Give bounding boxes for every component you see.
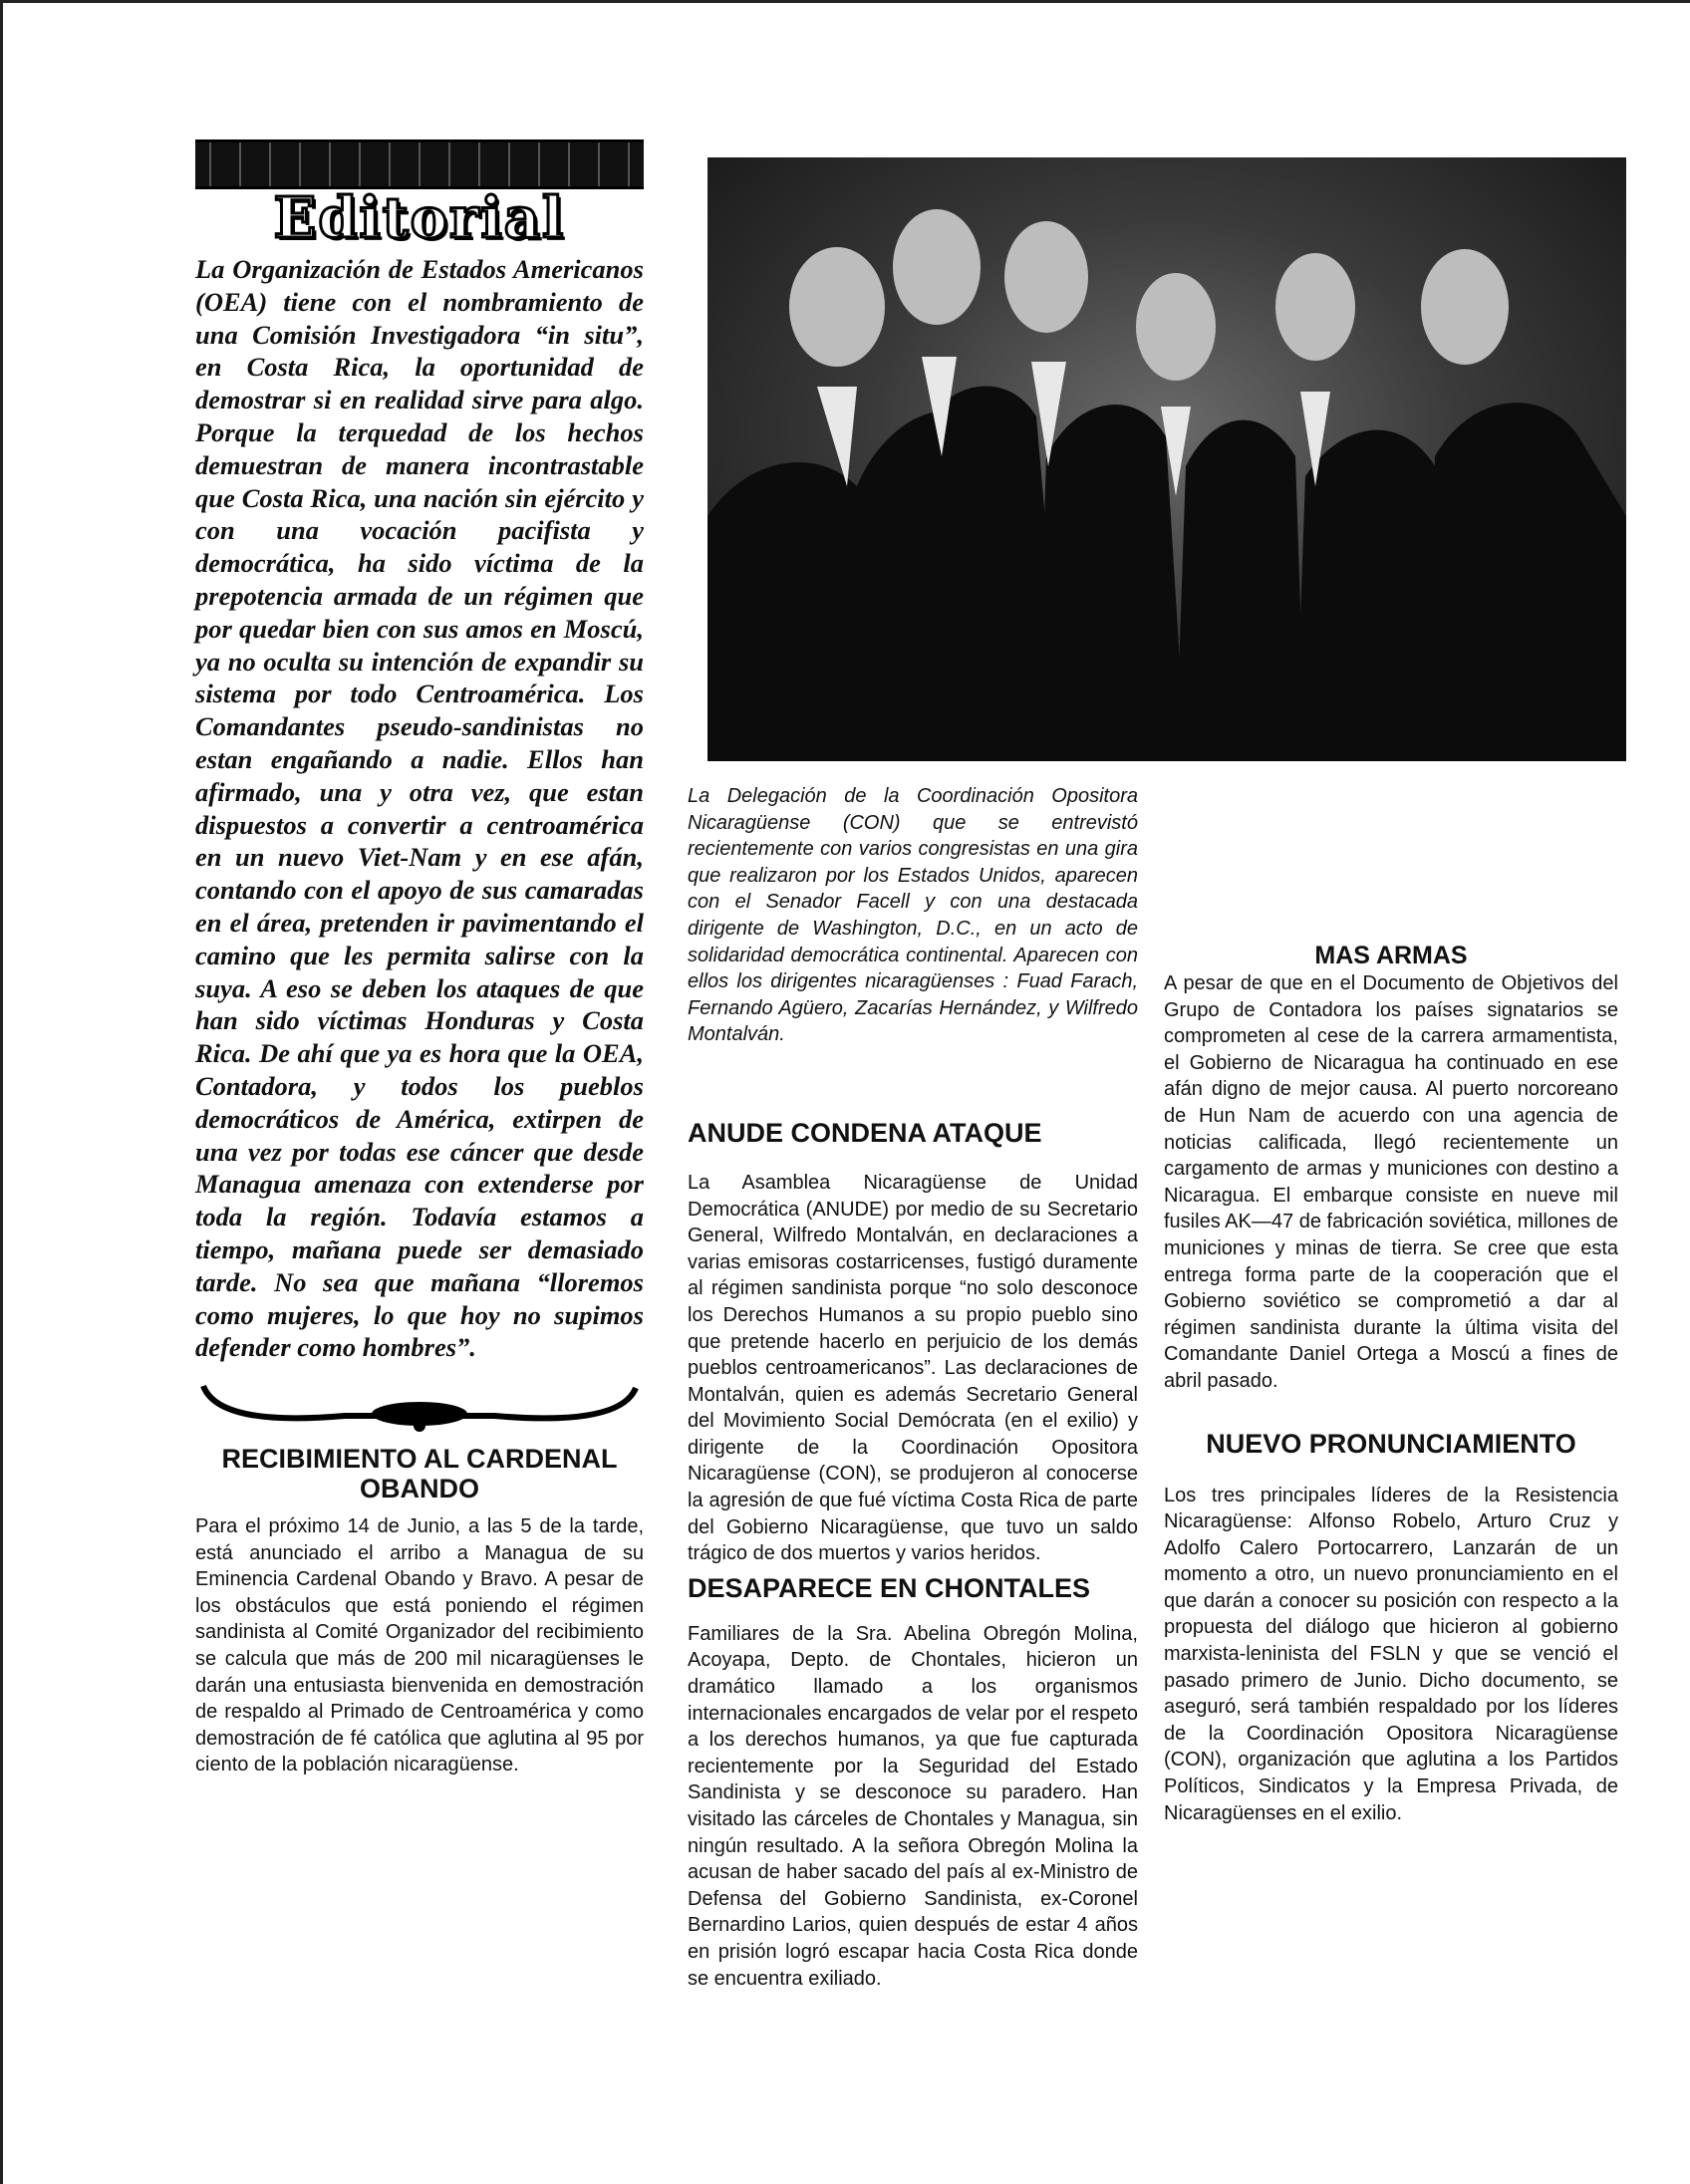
article-chontales-body: Familiares de la Sra. Abelina Obregón Molina, Acoyapa, Depto. de Chontales, hicieron un dramático llamado a los organismos internacionales encargados de velar por el respeto a los derechos humanos, ya que fue capturada recientemente por la Seguridad del Estado Sandinista y se desconoce su paradero. Han visitado las cárceles de Chontales y Managua, sin ningún resultado. A la señora Obregón Molina la acusan de haber sacado del país al ex-Ministro de Defensa del Gobierno Sandinista, ex-Coronel Bernardino Larios, quien después de estar 4 años en prisión logró escapar hacia Costa Rica donde se encuentra exiliado. (688, 1622, 1138, 1990)
ornament-divider (195, 1378, 644, 1438)
headline-pronunciamiento: NUEVO PRONUNCIAMIENTO (1206, 1428, 1576, 1459)
right-column (1164, 783, 1618, 1826)
article-anude-body: La Asamblea Nicaragüense de Unidad Democrática (ANUDE) por medio de su Secretario General, Wilfredo Montalván, en declaraciones a varias emisoras costarricenses, fustigó duramente al régimen sandinista porque “no solo desconoce los Derechos Humanos a su propio pueblo sino que pretende hacerlo en perjuicio de los demás pueblos centroamericanos”. Las declaraciones de Montalván, quien es además Secretario General del Movimiento Social Demócrata (en el exilio) y dirigente de la Coordinación Opositora Nicaragüense (CON), se produjeron al conocerse la agresión de que fué víctima Costa Rica de parte del Gobierno Nicaragüense, que tuvo un saldo trágico de dos muertos y varios heridos. (688, 1171, 1138, 1565)
article-mas-armas-body: A pesar de que en el Documento de Objetivos del Grupo de Contadora los países signatarios se comprometen al cese de la carrera armamentista, el Gobierno de Nicaragua ha continuado en ese afán digno de mejor causa. Al puerto norcoreano de Hun Nam de acuerdo con una agencia de noticias calificada, llegó recientemente un cargamento de armas y municiones con destino a Nicaragua. El embarque consiste en nueve mil fusiles AK—47 de fabricación soviética, millones de municiones y minas de tierra. Se cree que esta entrega forma parte de la cooperación que el Gobierno soviético se comprometió a dar al régimen sandinista durante la última visita del Comandante Daniel Ortega a Moscú a fines de abril pasado. (1164, 972, 1618, 1392)
headline-anude: ANUDE CONDENA ATAQUE (688, 1117, 1042, 1148)
article-cardenal-body: Para el próximo 14 de Junio, a las 5 de la tarde, está anunciado el arribo a Managua de su Eminencia Cardenal Obando y Bravo. A pesar de los obstáculos que está poniendo el régimen sandinista al Comité Organizador del recibimiento se calcula que más de 200 mil nicaragüenses le darán una entusiasta bienvenida en demostración de respaldo al Primado de Centroamérica y como demostración de fé católica que aglutina al 95 por ciento de la población nicaragüense. (195, 1515, 644, 1776)
delegation-photo (707, 157, 1626, 761)
headline-cardenal: RECIBIMIENTO AL CARDENAL OBANDO (221, 1444, 618, 1504)
headline-chontales: DESAPARECE EN CHONTALES (688, 1572, 1091, 1603)
middle-column (688, 783, 1138, 1992)
photo-caption: La Delegación de la Coordinación Opositora Nicaragüense (CON) que se entrevistó recientemente con varios congresistas en una gira que realizaron por los Estados Unidos, aparecen con el Senador Facell y con una destacada dirigente de Washington, D.C., en un acto de solidaridad democrática continental. Aparecen con ellos los dirigentes nicaragüenses : Fuad Farach, Fernando Agüero, Zacarías Hernández, y Wilfredo Montalván. (688, 785, 1138, 1046)
editorial-title: Editorial (273, 185, 566, 251)
editorial-body: La Organización de Estados Americanos (OEA) tiene con el nombramiento de una Comisión Investigadora “in situ”, en Costa Rica, la oportunidad de demostrar si en realidad sirve para algo. Porque la terquedad de los hechos demuestran de manera incontrastable que Costa Rica, una nación sin ejército y con una vocación pacifista y democrática, ha sido víctima de la prepotencia armada de un régimen que por quedar bien con sus amos en Moscú, ya no oculta su intención de expandir su sistema por todo Centroamérica. Los Comandantes pseudo-sandinistas no estan engañando a nadie. Ellos han afirmado, una y otra vez, que estan dispuestos a convertir a centroamérica en un nuevo Viet-Nam y en ese afán, contando con el apoyo de sus camaradas en el área, pretenden ir pavimentando el camino que les permita salirse con la suya. A eso se deben los ataques de que han sido víctimas Honduras y Costa Rica. De ahí que ya es hora que la OEA, Contadora, y todos los pueblos democráticos de América, extirpen de una vez por todas ese cáncer que desde Managua amenaza con extenderse por toda la región. Todavía estamos a tiempo, mañana puede ser demasiado tarde. No sea que mañana “lloremos como mujeres, lo que hoy no supimos defender como hombres”. (195, 254, 644, 1363)
left-column (195, 139, 644, 1778)
headline-mas-armas: MAS ARMAS (1314, 942, 1468, 969)
article-pronunciamiento-body: Los tres principales líderes de la Resistencia Nicaragüense: Alfonso Robelo, Arturo Cruz y Adolfo Calero Portocarrero, Lanzarán de un momento a otro, un nuevo pronunciamiento en el que darán a conocer su posición con respecto a la propuesta del diálogo que hicieron al gobierno marxista-leninista del FSLN y que se venció el pasado primero de Junio. Dicho documento, se aseguró, será también respaldado por los líderes de la Coordinación Opositora Nicaragüense (CON), organización que aglutina a los Partidos Políticos, Sindicatos y la Empresa Privada, de Nicaragüenses en el exilio. (1164, 1484, 1618, 1824)
editorial-banner-pattern (195, 139, 644, 189)
